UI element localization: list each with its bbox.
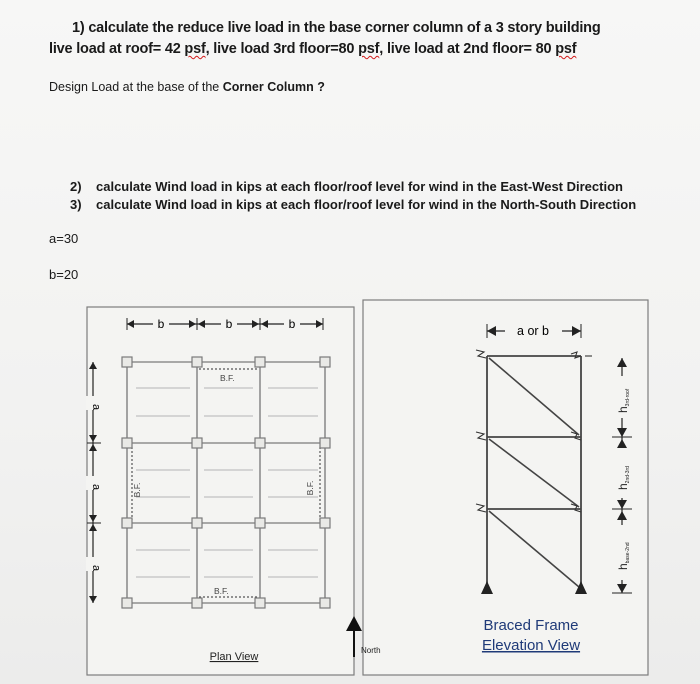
b-label-3: b bbox=[288, 317, 296, 331]
question-2-text: calculate Wind load in kips at each floor/roof level for wind in the East-West Direction bbox=[96, 179, 623, 194]
north-label: North bbox=[361, 646, 381, 655]
h-roof-label: h3rd-roof bbox=[616, 388, 631, 413]
question-2-number: 2) bbox=[70, 179, 82, 194]
elevation-caption-line-2: Elevation View bbox=[481, 637, 581, 654]
unit-psf-3: psf bbox=[555, 41, 577, 57]
a-label-3: a bbox=[90, 564, 102, 572]
bf-label-right: B.F. bbox=[305, 480, 315, 496]
question-3-number: 3) bbox=[70, 197, 82, 212]
bf-label-top: B.F. bbox=[220, 373, 235, 383]
b-value: b=20 bbox=[49, 267, 79, 282]
a-value: a=30 bbox=[49, 231, 79, 246]
design-load-prefix: Design Load at the base of the bbox=[49, 80, 223, 94]
question-3-text: calculate Wind load in kips at each floor/roof level for wind in the North-South Direction bbox=[96, 197, 637, 212]
unit-psf-1: psf bbox=[184, 41, 206, 57]
bf-label-left: B.F. bbox=[132, 482, 142, 498]
question-1-line-1: 1) calculate the reduce live load in the base corner column of a 3 story building bbox=[72, 20, 601, 36]
h-third-label: h2nd-3rd bbox=[616, 466, 631, 490]
b-label-2: b bbox=[225, 317, 233, 331]
a-label-2: a bbox=[90, 483, 102, 491]
bf-label-bottom: B.F. bbox=[214, 586, 229, 596]
corner-column-text: Corner Column ? bbox=[222, 80, 325, 94]
a-or-b-label: a or b bbox=[517, 324, 549, 338]
b-label-1: b bbox=[157, 317, 165, 331]
unit-psf-2: psf bbox=[358, 41, 380, 57]
second-floor-load-text: , live load at 2nd floor= 80 bbox=[379, 41, 556, 57]
third-floor-load-text: , live load 3rd floor=80 bbox=[205, 41, 359, 57]
plan-view-caption: Plan View bbox=[209, 651, 259, 663]
elevation-caption-line-1: Braced Frame bbox=[483, 617, 579, 634]
a-label-1: a bbox=[90, 403, 102, 411]
h-second-label: hbase-2nd bbox=[616, 542, 631, 570]
roof-load-text: live load at roof= 42 bbox=[49, 41, 185, 57]
